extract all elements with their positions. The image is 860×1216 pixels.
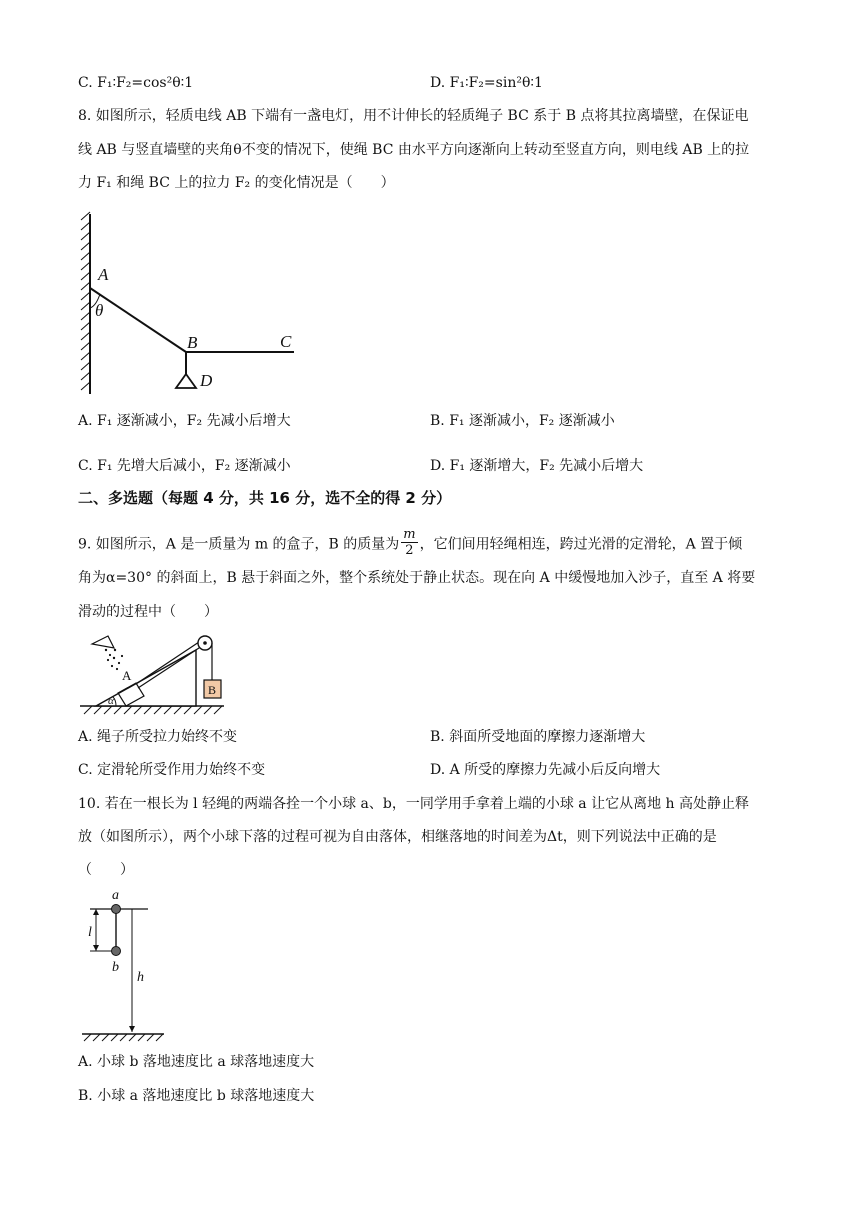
q8-stem-line-1: 8. 如图所示，轻质电线 AB 下端有一盏电灯，用不计伸长的轻质绳子 BC 系于 B 点将其拉离墙壁，在保证电 (78, 108, 749, 124)
label-a: A (122, 668, 132, 683)
q9-option-c: C. 定滑轮所受作用力始终不变 (78, 762, 266, 778)
label-b: B (208, 683, 217, 697)
q9-option-a: A. 绳子所受拉力始终不变 (78, 729, 238, 745)
q8-stem-line-3: 力 F₁ 和绳 BC 上的拉力 F₂ 的变化情况是（ ） (78, 175, 395, 191)
section-heading: 二、多选题（每题 4 分，共 16 分，选不全的得 2 分） (78, 489, 452, 507)
q9-figure (78, 628, 228, 718)
pulley-axle (203, 641, 207, 645)
q10-stem-line-3: （ ） (78, 862, 134, 878)
sand-scoop (92, 636, 114, 648)
fraction-denominator: 2 (405, 543, 414, 558)
q10-stem-line-1: 10. 若在一根长为 l 轻绳的两端各拴一个小球 a、b，一同学用手拿着上端的小球 a 让它从离地 h 高处静止释 (78, 796, 750, 812)
label-l: l (88, 925, 92, 940)
ball-a (112, 905, 121, 914)
label-a: a (112, 888, 119, 903)
q10-figure (80, 884, 170, 1044)
label-h: h (137, 970, 144, 985)
fraction-m-over-2 (401, 527, 417, 558)
q10-option-b: B. 小球 a 落地速度比 b 球落地速度大 (78, 1088, 315, 1104)
q8-figure (70, 210, 310, 400)
label-a: A (98, 265, 109, 284)
label-alpha: α (108, 695, 114, 707)
wall-hatching (81, 212, 90, 390)
h-arrow-bottom (129, 1026, 135, 1032)
q8-option-c: C. F₁ 先增大后减小，F₂ 逐渐减小 (78, 458, 291, 474)
ground-hatching (84, 706, 222, 714)
label-b: b (112, 960, 119, 975)
label-b: B (187, 333, 198, 352)
q9-option-b: B. 斜面所受地面的摩擦力逐渐增大 (430, 729, 646, 745)
l-arrow-top (93, 909, 99, 915)
q9-stem-line-3: 滑动的过程中（ ） (78, 604, 218, 620)
lamp-d (176, 374, 196, 388)
ball-b (112, 947, 121, 956)
wire-ab (90, 288, 186, 352)
ground-hatching (84, 1034, 163, 1041)
q8-stem-line-2: 线 AB 与竖直墙壁的夹角θ不变的情况下，使绳 BC 由水平方向逐渐向上转动至竖直方向，则电线 AB 上的拉 (78, 142, 750, 158)
fraction-numerator: m (403, 527, 416, 542)
q9-stem-part-1: 9. 如图所示，A 是一质量为 m 的盒子，B 的质量为 (78, 536, 400, 553)
q8-option-a: A. F₁ 逐渐减小，F₂ 先减小后增大 (78, 413, 291, 429)
q9-stem-line-2: 角为α=30° 的斜面上，B 悬于斜面之外，整个系统处于静止状态。现在向 A 中缓慢地加入沙子，直至 A 将要 (78, 570, 756, 586)
q8-option-d: D. F₁ 逐渐增大，F₂ 先减小后增大 (430, 458, 644, 474)
q9-option-d: D. A 所受的摩擦力先减小后反向增大 (430, 762, 661, 778)
label-c: C (280, 332, 292, 351)
q9-stem-part-2: ，它们间用轻绳相连，跨过光滑的定滑轮，A 置于倾 (419, 536, 743, 553)
q8-option-b: B. F₁ 逐渐减小，F₂ 逐渐减小 (430, 413, 615, 429)
q10-option-a: A. 小球 b 落地速度比 a 球落地速度大 (78, 1054, 315, 1070)
falling-sand (105, 649, 123, 670)
q10-stem-line-2: 放（如图所示），两个小球下落的过程可视为自由落体，相继落地的时间差为Δt，则下列说法中正确的是 (78, 829, 717, 845)
q7-option-d: D. F₁∶F₂=sin²θ∶1 (430, 75, 543, 91)
label-d: D (200, 371, 213, 390)
q7-option-c: C. F₁∶F₂=cos²θ∶1 (78, 75, 194, 91)
l-arrow-bottom (93, 945, 99, 951)
q9-stem-line-1 (78, 529, 742, 560)
label-theta: θ (95, 301, 104, 320)
